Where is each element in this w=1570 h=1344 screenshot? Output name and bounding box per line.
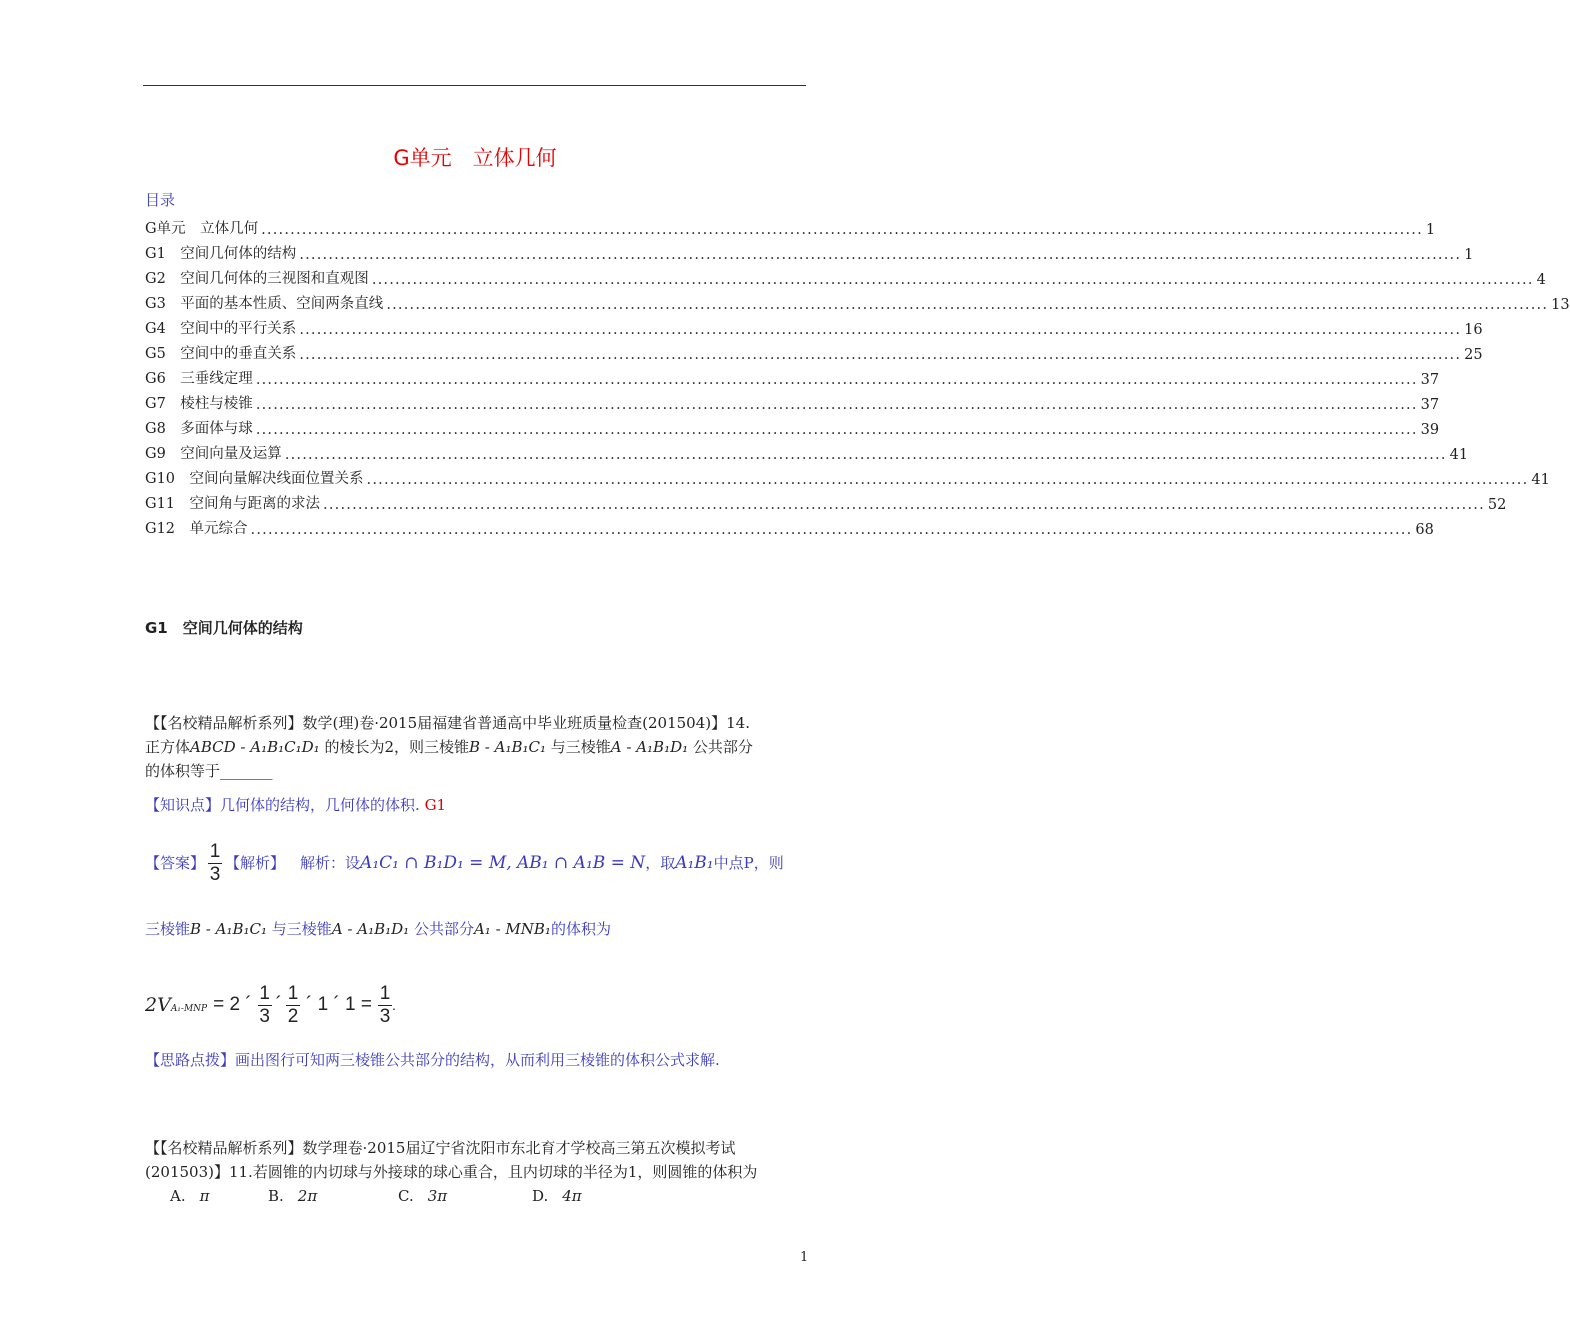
toc-entry-page: 1 [1464,247,1474,263]
problem1-source: 【【名校精品解析系列】数学(理)卷·2015届福建省普通高中毕业班质量检查(201504)】14. [145,714,750,732]
toc-entry-page: 41 [1449,447,1469,463]
toc-leader-dots: ........................................................................................................................................................................................................ [261,222,1423,238]
toc-entry-label: G5 空间中的垂直关系 [145,346,297,362]
toc-entry-page: 37 [1420,397,1440,413]
page-title: G单元 立体几何 [393,146,557,170]
toc-entry-label: G8 多面体与球 [145,421,253,437]
toc-leader-dots: ........................................................................................................................................................................................................ [255,422,1418,438]
toc-leader-dots: ........................................................................................................................................................................................................ [366,472,1529,488]
toc-entry-label: G2 空间几何体的三视图和直观图 [145,271,369,287]
answer-options [170,1187,770,1211]
toc-entry[interactable] [145,314,1483,338]
answer-fraction: $\frac{1}{3}$ [209,840,221,885]
knowledge-point: 【知识点】几何体的结构，几何体的体积. G1 [145,796,447,814]
toc-leader-dots: ........................................................................................................................................................................................................ [299,322,1462,338]
toc-entry[interactable] [145,414,1440,438]
toc-entry[interactable] [145,264,1546,288]
header-rule [143,85,806,86]
toc-entry-label: G单元 立体几何 [145,221,259,237]
toc-entry-label: G9 空间向量及运算 [145,446,282,462]
toc-entry[interactable] [145,214,1436,238]
volume-formula: 2V A₁-MNP = 2 ´ $\frac{1}{3}$ ´ $\frac{1}{2}$ ´ 1 ´ 1 = $\frac{1}{3}$ . [145,982,396,1027]
problem1-statement: 正方体ABCD - A₁B₁C₁D₁ 的棱长为2，则三棱锥B - A₁B₁C₁ 与三棱锥A - A₁B₁D₁ 公共部分 [145,738,753,756]
toc-entry-page: 1 [1425,222,1436,238]
formula-fraction-2: $\frac{1}{2}$ [287,982,299,1027]
tip-tag: 【思路点拨】 [145,1051,236,1069]
toc-entry-page: 41 [1531,472,1550,488]
toc-entry[interactable] [145,489,1507,513]
toc-entry-label: G7 棱柱与棱锥 [145,396,253,412]
toc-entry-label: G10 空间向量解决线面位置关系 [145,471,364,487]
toc-leader-dots: ........................................................................................................................................................................................................ [299,247,1462,263]
knowledge-code: G1 [424,796,447,814]
analysis-line-2: 三棱锥B - A₁B₁C₁ 与三棱锥A - A₁B₁D₁ 公共部分A₁ - MNB₁的体积为 [145,920,611,938]
toc-leader-dots: ........................................................................................................................................................................................................ [323,497,1485,513]
page-number: 1 [800,1250,809,1265]
toc-entry-page: 37 [1420,372,1440,388]
toc-entry-label: G11 空间角与距离的求法 [145,496,321,512]
toc-entry[interactable] [145,289,1570,313]
problem2-source: 【【名校精品解析系列】数学理卷·2015届辽宁省沈阳市东北育才学校高三第五次模拟考试 [145,1139,736,1157]
answer-line: 【答案】 $\frac{1}{3}$ 【解析】 解析：设 A₁C₁ ∩ B₁D₁ = M, AB₁ ∩ A₁B = N ，取 A₁B₁ 中点P，则 [145,840,784,885]
toc-entry-page: 16 [1464,322,1483,338]
analysis-tag: 【解析】 [225,854,286,872]
toc-entry[interactable] [145,439,1469,463]
formula-fraction-1: $\frac{1}{3}$ [259,982,270,1027]
toc-entry[interactable] [145,389,1440,413]
toc-entry-label: G3 平面的基本性质、空间两条直线 [145,296,384,312]
toc-entry[interactable] [145,364,1440,388]
toc-entry-label: G6 三垂线定理 [145,371,253,387]
toc-entry[interactable] [145,239,1474,263]
toc-entry[interactable] [145,339,1483,363]
formula-fraction-3: $\frac{1}{3}$ [379,982,391,1027]
toc-entry-label: G1 空间几何体的结构 [145,246,297,262]
problem1-statement-end: 的体积等于_______ [145,762,273,780]
knowledge-tag: 【知识点】 [145,796,221,814]
toc-entry[interactable] [145,464,1550,488]
toc-entry-page: 13 [1551,297,1570,313]
answer-tag: 【答案】 [145,854,206,872]
option-d: D. 4π [532,1187,582,1205]
toc-heading: 目录 [145,191,176,209]
toc-leader-dots: ........................................................................................................................................................................................................ [250,522,1413,538]
option-b: B. 2π [268,1187,318,1205]
toc-leader-dots: ........................................................................................................................................................................................................ [255,397,1418,413]
toc-entry-page: 25 [1464,347,1483,363]
toc-entry-label: G4 空间中的平行关系 [145,321,297,337]
toc-leader-dots: ........................................................................................................................................................................................................ [299,347,1462,363]
toc-entry[interactable] [145,514,1434,538]
option-c: C. 3π [398,1187,448,1205]
toc-entry-page: 52 [1487,497,1507,513]
toc-leader-dots: ........................................................................................................................................................................................................ [371,272,1534,288]
toc-leader-dots: ........................................................................................................................................................................................................ [386,297,1549,313]
toc-entry-label: G12 单元综合 [145,521,248,537]
option-a: A. π [170,1187,210,1205]
section-heading: G1 空间几何体的结构 [145,619,303,637]
toc-entry-page: 68 [1415,522,1434,538]
toc-entry-page: 4 [1536,272,1546,288]
toc-leader-dots: ........................................................................................................................................................................................................ [255,372,1418,388]
toc-leader-dots: ........................................................................................................................................................................................................ [284,447,1447,463]
solution-tip: 【思路点拨】画出图行可知两三棱锥公共部分的结构，从而利用三棱锥的体积公式求解. [145,1051,720,1069]
problem2-statement: (201503)】11.若圆锥的内切球与外接球的球心重合，且内切球的半径为1，则圆锥的体积为 [145,1163,758,1181]
toc-entry-page: 39 [1420,422,1440,438]
